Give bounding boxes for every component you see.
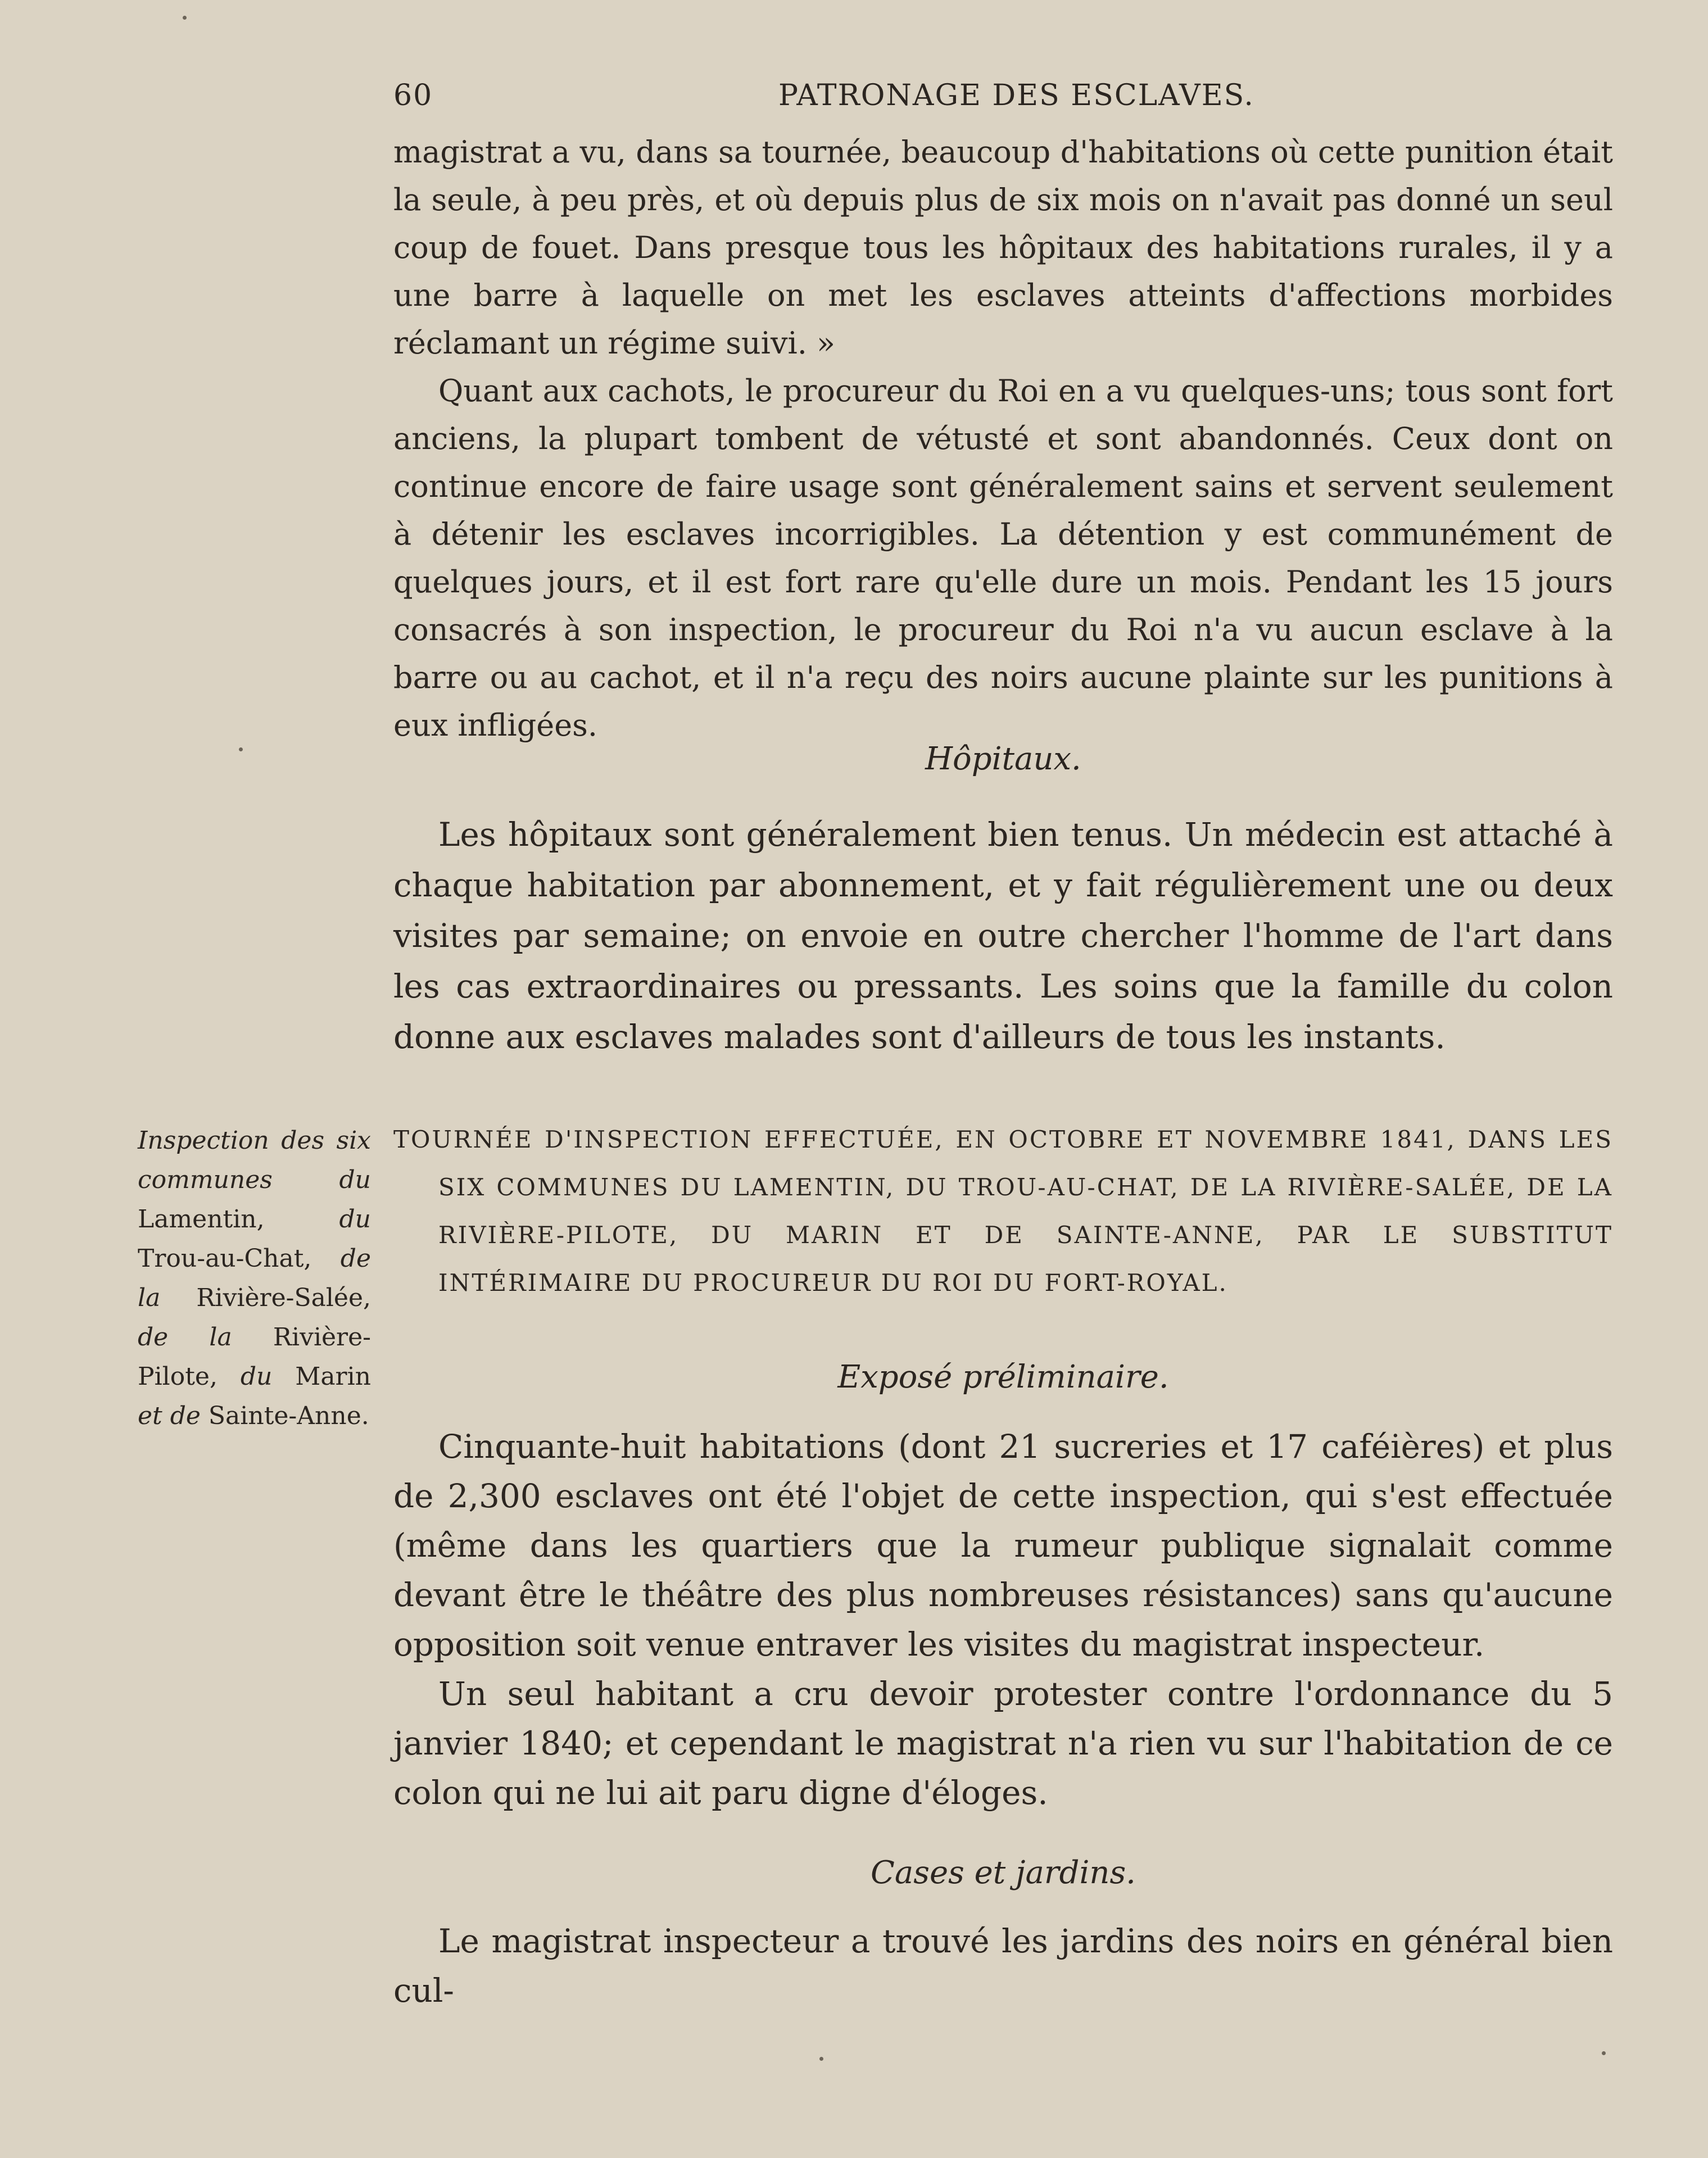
text-block-top bbox=[393, 128, 1613, 749]
section-title-expose: Exposé préliminaire. bbox=[837, 1359, 1169, 1395]
paragraph-cases: Le magistrat inspecteur a trouvé les jardins des noirs en général bien cul- bbox=[393, 1922, 1613, 2010]
text-block-cases bbox=[393, 1916, 1613, 2015]
text-block-expose bbox=[393, 1422, 1613, 1817]
speck bbox=[819, 2057, 823, 2061]
paragraph-expose-2: Un seul habitant a cru devoir protester contre l'ordonnance du 5 janvier 1840; et cependant le magistrat n'a rien vu sur l'habitation de ce colon qui ne lui ait paru digne d'éloges. bbox=[393, 1675, 1613, 1812]
section-title-cases: Cases et jardins. bbox=[871, 1855, 1136, 1891]
paragraph-expose-1: Cinquante-huit habitations (dont 21 sucreries et 17 caféières) et plus de 2,300 esclaves ont été l'objet de cette inspection, qui s'est effectuée (même dans les quartiers que la rumeur publique signalait comme devant être le théâtre des plus nombreuses résistances) sans qu'aucune opposition soit venue entraver les visites du magistrat inspecteur. bbox=[393, 1427, 1613, 1663]
section-title-hopitaux: Hôpitaux. bbox=[925, 741, 1081, 777]
speck bbox=[183, 16, 187, 20]
text-block-hopitaux bbox=[393, 809, 1613, 1062]
paragraph-hopitaux: Les hôpitaux sont généralement bien tenus. Un médecin est attaché à chaque habitation par abonnement, et y fait régulièrement une ou deux visites par semaine; on envoie en outre chercher l'homme de l'art dans les cas extraordinaires ou pressants. Les soins que la famille du colon donne aux esclaves malades sont d'ailleurs de tous les instants. bbox=[393, 815, 1613, 1056]
speck bbox=[239, 747, 243, 751]
tournee-heading: TOURNÉE D'INSPECTION EFFECTUÉE, EN OCTOBRE ET NOVEMBRE 1841, DANS LES SIX COMMUNES DU LAMENTIN, DU TROU-AU-CHAT, DE LA RIVIÈRE-SALÉE, DE LA RIVIÈRE-PILOTE, DU MARIN ET DE SAINTE-ANNE, PAR LE SUBSTITUT INTÉRIMAIRE DU PROCUREUR DU ROI DU FORT-ROYAL. bbox=[393, 1126, 1613, 1296]
paragraph-continuation: magistrat a vu, dans sa tournée, beaucoup d'habitations où cette punition était la seule, à peu près, et où depuis plus de six mois on n'avait pas donné un seul coup de fouet. Dans presque tous les hôpitaux des habitations rurales, il y a une barre à laquelle on met les esclaves atteints d'affections morbides réclamant un régime suivi. » bbox=[393, 134, 1613, 361]
speck bbox=[1602, 2051, 1606, 2055]
paragraph-cachots: Quant aux cachots, le procureur du Roi en a vu quelques-uns; tous sont fort anciens, la plupart tombent de vétusté et sont abandonnés. Ceux dont on continue encore de faire usage sont généralement sains et servent seulement à détenir les esclaves incorrigibles. La détention y est communément de quelques jours, et il est fort rare qu'elle dure un mois. Pendant les 15 jours consacrés à son inspection, le procureur du Roi n'a vu aucun esclave à la barre ou au cachot, et il n'a reçu des noirs aucune plainte sur les punitions à eux infligées. bbox=[393, 373, 1613, 743]
margin-note: Inspection des six communes du Lamentin, du Trou-au-Chat, de la Rivière-Salée, de la Rivière-Pilote, du Marin et de Sainte-Anne. bbox=[138, 1126, 371, 1430]
running-title: PATRONAGE DES ESCLAVES. bbox=[778, 79, 1254, 112]
page-number: 60 bbox=[393, 79, 433, 112]
